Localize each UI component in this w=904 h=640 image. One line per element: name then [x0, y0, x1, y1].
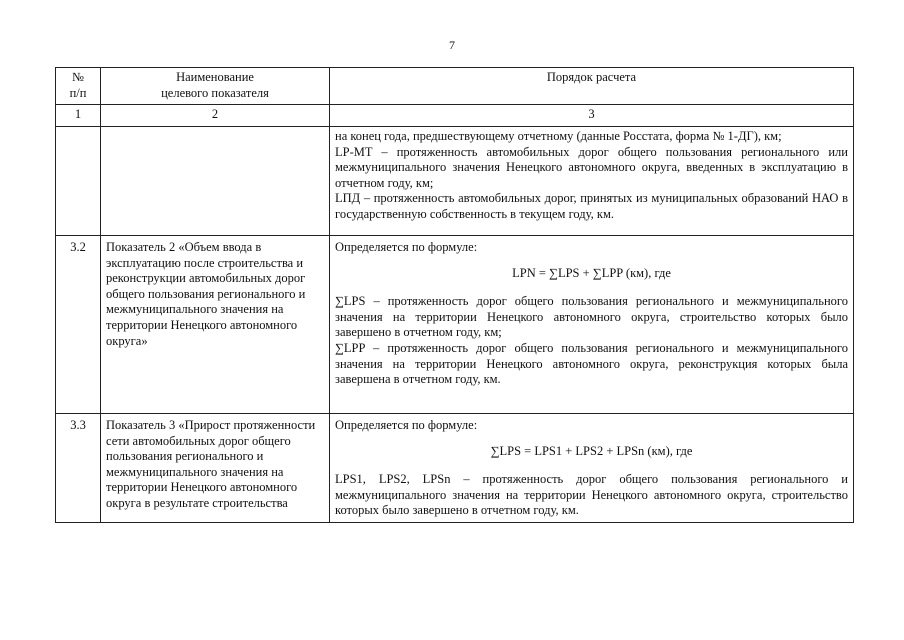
column-number-row	[56, 105, 854, 127]
row-calculation-cell	[330, 414, 854, 523]
row-calculation-cell	[330, 127, 854, 236]
definition-text: LPS1, LPS2, LPSn – протяженность дорог общего пользования регионального и межмуниципального значения на территории Ненецкого автономного округа, строительство которых было завершено в отчетном году, км.	[335, 472, 848, 518]
page-number: 7	[449, 38, 455, 52]
header-number	[56, 68, 101, 105]
indicator-name: Показатель 3 «Прирост протяженности сети автомобильных дорог общего пользования регионального и межмуниципального значения на территории Ненецкого автономного округа в результате строительства	[101, 414, 330, 523]
table-row	[56, 414, 854, 523]
formula-intro: Определяется по формуле:	[335, 240, 478, 254]
indicator-name: Показатель 2 «Объем ввода в эксплуатацию после строительства и реконструкции автомобильных дорог общего пользования регионального и межмуниципального значения на территории Ненецкого автономного округа»	[101, 236, 330, 414]
definition-text: LP-MT – протяженность автомобильных дорог общего пользования регионального или межмуниципального значения Ненецкого автономного округа, введенных в эксплуатацию в отчетном году, км;	[335, 144, 848, 190]
column-number: 3	[330, 105, 854, 127]
definition-text: ∑LPP – протяженность дорог общего пользования регионального и межмуниципального значения на территории Ненецкого автономного округа, реконструкция которых была завершена в отчетном году, км.	[335, 340, 848, 387]
table-row	[56, 236, 854, 414]
definition-text: ∑LPS – протяженность дорог общего пользования регионального и межмуниципального значения на территории Ненецкого автономного округа, строительство которых было завершено в отчетном году, км;	[335, 294, 848, 340]
table-header-row	[56, 68, 854, 105]
definition-text: LПД – протяженность автомобильных дорог, принятых из муниципальных образований НАО в государственную собственность в текущем году, км.	[335, 191, 848, 221]
row-number: 3.2	[56, 236, 101, 414]
header-calculation: Порядок расчета	[330, 68, 854, 105]
formula-intro: Определяется по формуле:	[335, 418, 478, 432]
formula: LPN = ∑LPS + ∑LPP (км), где	[512, 265, 671, 280]
row-calculation-cell	[330, 236, 854, 414]
header-name-line-2: целевого показателя	[161, 85, 269, 100]
header-number-line-2: п/п	[69, 85, 87, 100]
column-number: 2	[101, 105, 330, 127]
table-row-continuation	[56, 127, 854, 236]
row-name-cell	[101, 127, 330, 236]
definition-text: на конец года, предшествующему отчетному (данные Росстата, форма № 1-ДГ), км;	[335, 129, 782, 143]
calculation-table	[55, 67, 854, 523]
header-indicator-name	[101, 68, 330, 105]
row-number: 3.3	[56, 414, 101, 523]
column-number: 1	[56, 105, 101, 127]
formula: ∑LPS = LPS1 + LPS2 + LPSn (км), где	[490, 443, 693, 458]
header-number-line-1: №	[72, 70, 84, 84]
header-name-line-1: Наименование	[176, 70, 254, 84]
row-number-cell	[56, 127, 101, 236]
